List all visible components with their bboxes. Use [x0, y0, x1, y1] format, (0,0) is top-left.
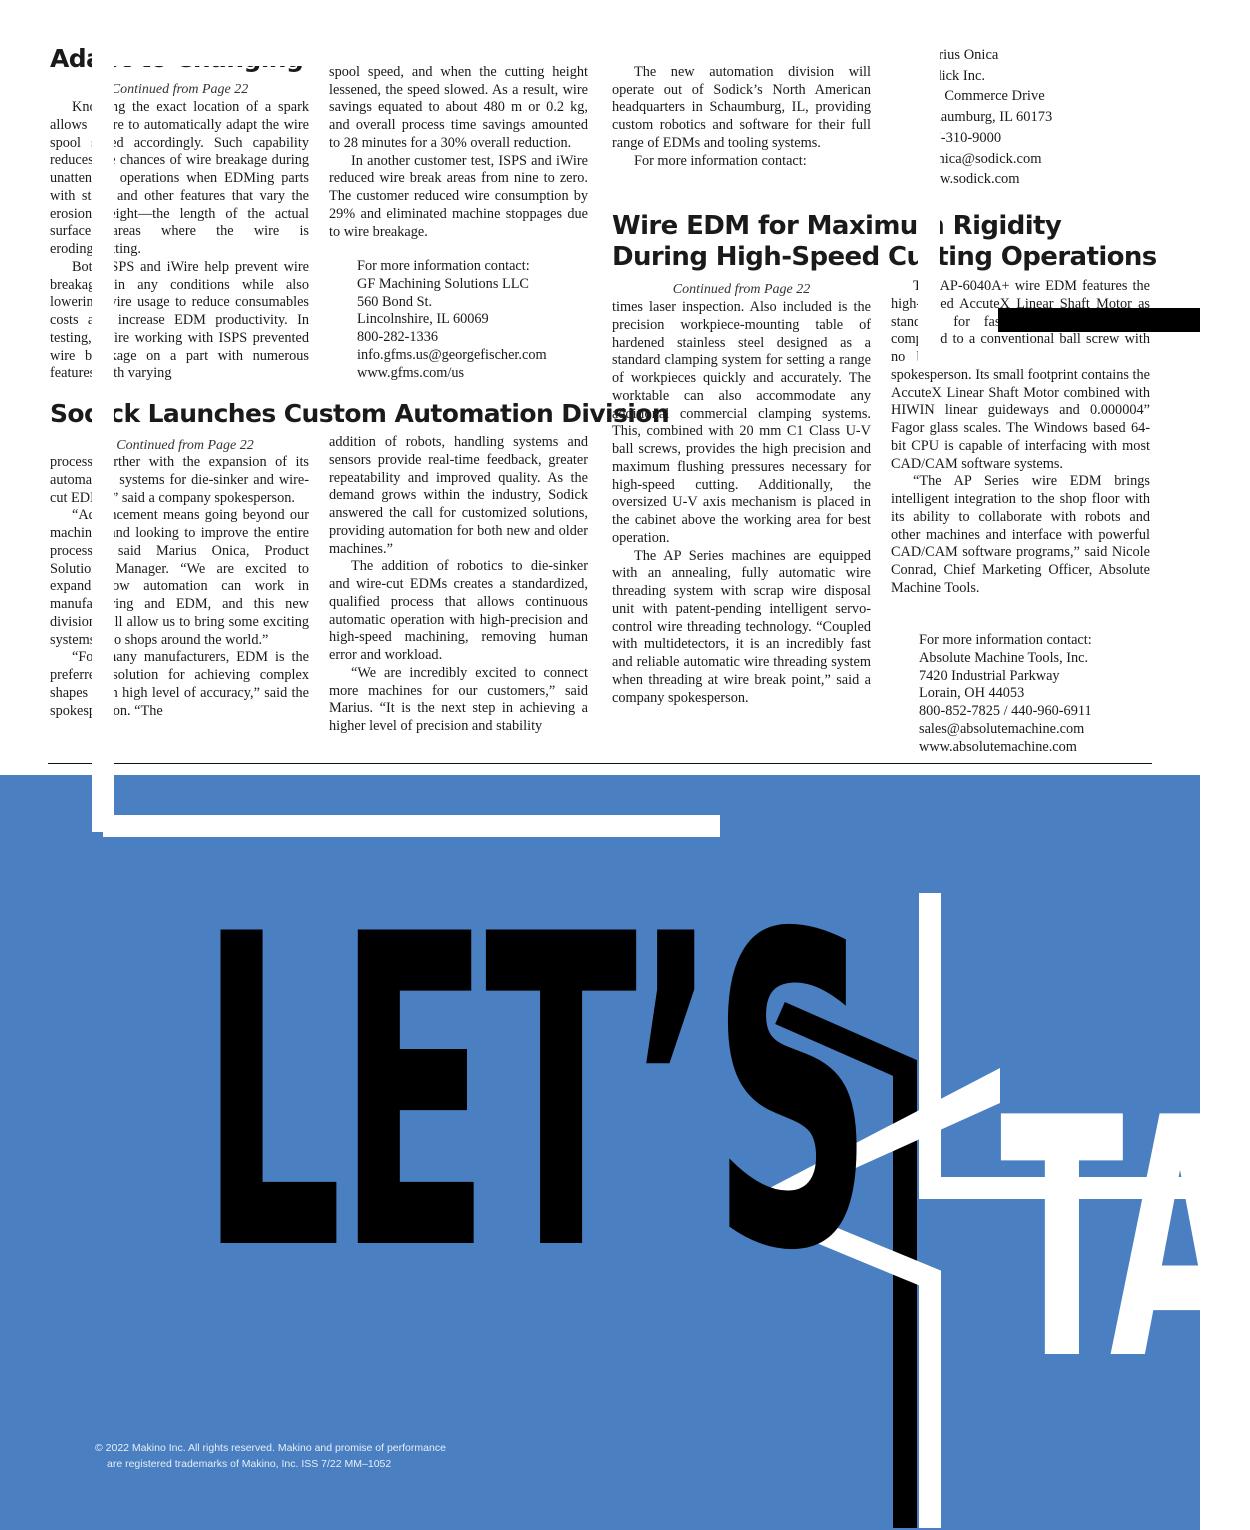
- ad-legal-text: [95, 1440, 446, 1472]
- contact-block: [919, 632, 1092, 756]
- contact-website[interactable]: www.sodick.com: [919, 171, 1020, 188]
- article-column: [50, 454, 309, 720]
- article-title: [612, 211, 1157, 273]
- paragraph: times laser inspection. Also included is the precision workpiece-mounting table of hardened stainless steel designed as a standard clamping system for setting a range of workpieces quickly and accurately. The worktable can also accommodate any additional commercial clamping systems. This, combined with 20 mm C1 Class U-V ball screws, provides the high precision and maximum flushing pressures necessary for high-speed cutting. Additionally, the oversized U-V axis mechanism is placed in the cabinet above the working area for best operation.: [612, 299, 871, 546]
- paragraph: “We are incredibly excited to connect more machines for our customers,” said Marius. “It is the next step in achieving a higher level of precision and stability: [329, 664, 588, 734]
- paragraph: In another customer test, ISPS and iWire reduced wire break areas from nine to zero. The customer reduced wire consumption by 29% and eliminated machine stoppages due to wire breakage.: [329, 152, 588, 240]
- headline-box: [1000, 1048, 1250, 1432]
- contact-email[interactable]: monica@sodick.com: [919, 150, 1042, 167]
- paragraph: The AP-6040A+ wire EDM features the high-speed AccuteX Linear Shaft Motor as standard for faster servo response as compared to a conventional ball screw with no backlash or lost motion, noted the spokesperson. Its small footprint contains the AccuteX Linear Shaft Motor combined with HIWIN linear guideways and 0.000004” Fagor glass scales. The Windows based 64-bit CPU is capable of interfacing with most CAD/CAM software systems.: [891, 278, 1150, 472]
- contact-intro: For more information contact:: [919, 632, 1092, 648]
- article-title: Adapt to Changing: [50, 44, 304, 73]
- headline-box: [200, 845, 880, 1345]
- paragraph: The addition of robotics to die-sinker and wire-cut EDMs creates a standardized, qualified process that allows continuous automatic operation with high-precision and high-speed machining, removing human error and workload.: [329, 558, 588, 663]
- paragraph: process further with the expansion of its automation systems for die-sinker and wire-cut EDMs,” said a company spokesperson.: [50, 454, 309, 506]
- ad-headline-left: LET’S: [200, 845, 868, 1345]
- continued-note: Continued from Page 22: [110, 82, 249, 97]
- paragraph: in the shops.”: [612, 46, 691, 62]
- paragraph: “Advancement means going beyond our machines and looking to improve the entire process,” said Marius Onica, Product Solutions Manager. “We are excited to expand how automation can work in manufacturing and EDM, and this new division will allow us to bring some exciting systems into shops around the world.”: [50, 507, 309, 648]
- contact-line: Schaumburg, IL 60173: [919, 109, 1053, 126]
- contact-line: 7420 Industrial Parkway: [919, 667, 1060, 684]
- contact-line: GF Machining Solutions LLC: [357, 275, 529, 292]
- contact-line: 847-310-9000: [919, 129, 1002, 146]
- paragraph: For more information contact:: [634, 152, 807, 169]
- advertisement: [0, 775, 1250, 1530]
- contact-email[interactable]: info.gfms.us@georgefischer.com: [357, 346, 547, 363]
- article-title: Sodick Launches Custom Automation Division: [50, 399, 670, 428]
- article-column: [329, 46, 588, 241]
- contact-line: Marius Onica: [919, 47, 999, 63]
- paragraph: erosion heights. The cut started at a standard spool speed, and when the cutting height lessened, the speed slowed. As a result, wire savings equated to about 480 m or 0.2 kg, and overall process time savings amounted to 28 minutes for a 30% overall reduction.: [329, 46, 588, 151]
- contact-line: 800-282-1336: [357, 329, 439, 345]
- ad-headline-right: TA: [1000, 1048, 1250, 1432]
- contact-line: 560 Bond St.: [357, 293, 433, 310]
- continued-note: Continued from Page 22: [672, 282, 811, 297]
- contact-line: Lorain, OH 44053: [919, 685, 1025, 702]
- contact-block: [357, 258, 547, 382]
- paragraph: “For many manufacturers, EDM is the preferred solution for achieving complex shapes with high level of accuracy,” said the spokesperson. “The: [50, 649, 309, 719]
- article-column: [50, 99, 309, 383]
- paragraph: The AP Series machines are equipped with an annealing, fully automatic wire threading system with scrap wire disposal unit with patent-pending intelligent servo-control wire threading technology. “Coupled with multidetectors, it is an incredibly fast and reliable automatic wire threading system when threading at wire break point,” said a company spokesperson.: [612, 547, 871, 706]
- paragraph: Knowing the exact location of a spark allows iWire to automatically adapt the wire spool speed accordingly. Such capability reduces the chances of wire breakage during unattended operations when EDMing parts with steps and other features that vary the erosion height—the length of the actual surface areas where the wire is eroding/cutting.: [50, 99, 309, 257]
- contact-line: Absolute Machine Tools, Inc.: [919, 649, 1089, 666]
- contact-line: 800-852-7825 / 440-960-6911: [919, 703, 1092, 719]
- legal-line: are registered trademarks of Makino, Inc. ISS 7/22 MM–1052: [107, 1458, 392, 1470]
- title-line: Wire EDM for Maximum Rigidity: [612, 211, 1062, 241]
- contact-line: Lincolnshire, IL 60069: [357, 311, 489, 328]
- section-divider: [48, 763, 1152, 764]
- continued-note: Continued from Page 22: [116, 438, 254, 453]
- contact-line: 601 Commerce Drive: [919, 88, 1045, 105]
- contact-website[interactable]: www.absolutemachine.com: [919, 738, 1077, 755]
- contact-intro: For more information contact:: [357, 258, 530, 274]
- paragraph: “The AP Series wire EDM brings intelligent integration to the shop floor with its ability to collaborate with robots and other machines and interface with powerful CAD/CAM software programs,” said Nicole Conrad, Chief Marketing Officer, Absolute Machine Tools.: [891, 473, 1150, 596]
- legal-line: © 2022 Makino Inc. All rights reserved. Makino and promise of performance: [95, 1442, 446, 1454]
- paragraph: Both ISPS and iWire help prevent wire breakage in any conditions while also lowering wire usage to reduce consumables costs and increase EDM productivity. In testing, iWire working with ISPS prevented wire breakage on a part with numerous features with varying: [50, 258, 309, 382]
- paragraph: The new automation division will operate out of Sodick’s North American headquarters in Schaumburg, IL, providing custom robotics and software for their full range of EDMs and tooling systems.: [612, 63, 871, 151]
- article-column: [329, 434, 588, 736]
- contact-email[interactable]: sales@absolutemachine.com: [919, 720, 1085, 737]
- title-line: During High-Speed Cutting Operations: [612, 242, 1157, 272]
- contact-line: Sodick Inc.: [919, 67, 986, 84]
- article-column: [612, 299, 871, 707]
- paragraph: addition of robots, handling systems and sensors provide real-time feedback, greater repeatability and improved quality. As the demand grows within the industry, Sodick answered the call for customized solutions, providing automation for both new and older machines.”: [329, 434, 588, 557]
- contact-website[interactable]: www.gfms.com/us: [357, 364, 465, 381]
